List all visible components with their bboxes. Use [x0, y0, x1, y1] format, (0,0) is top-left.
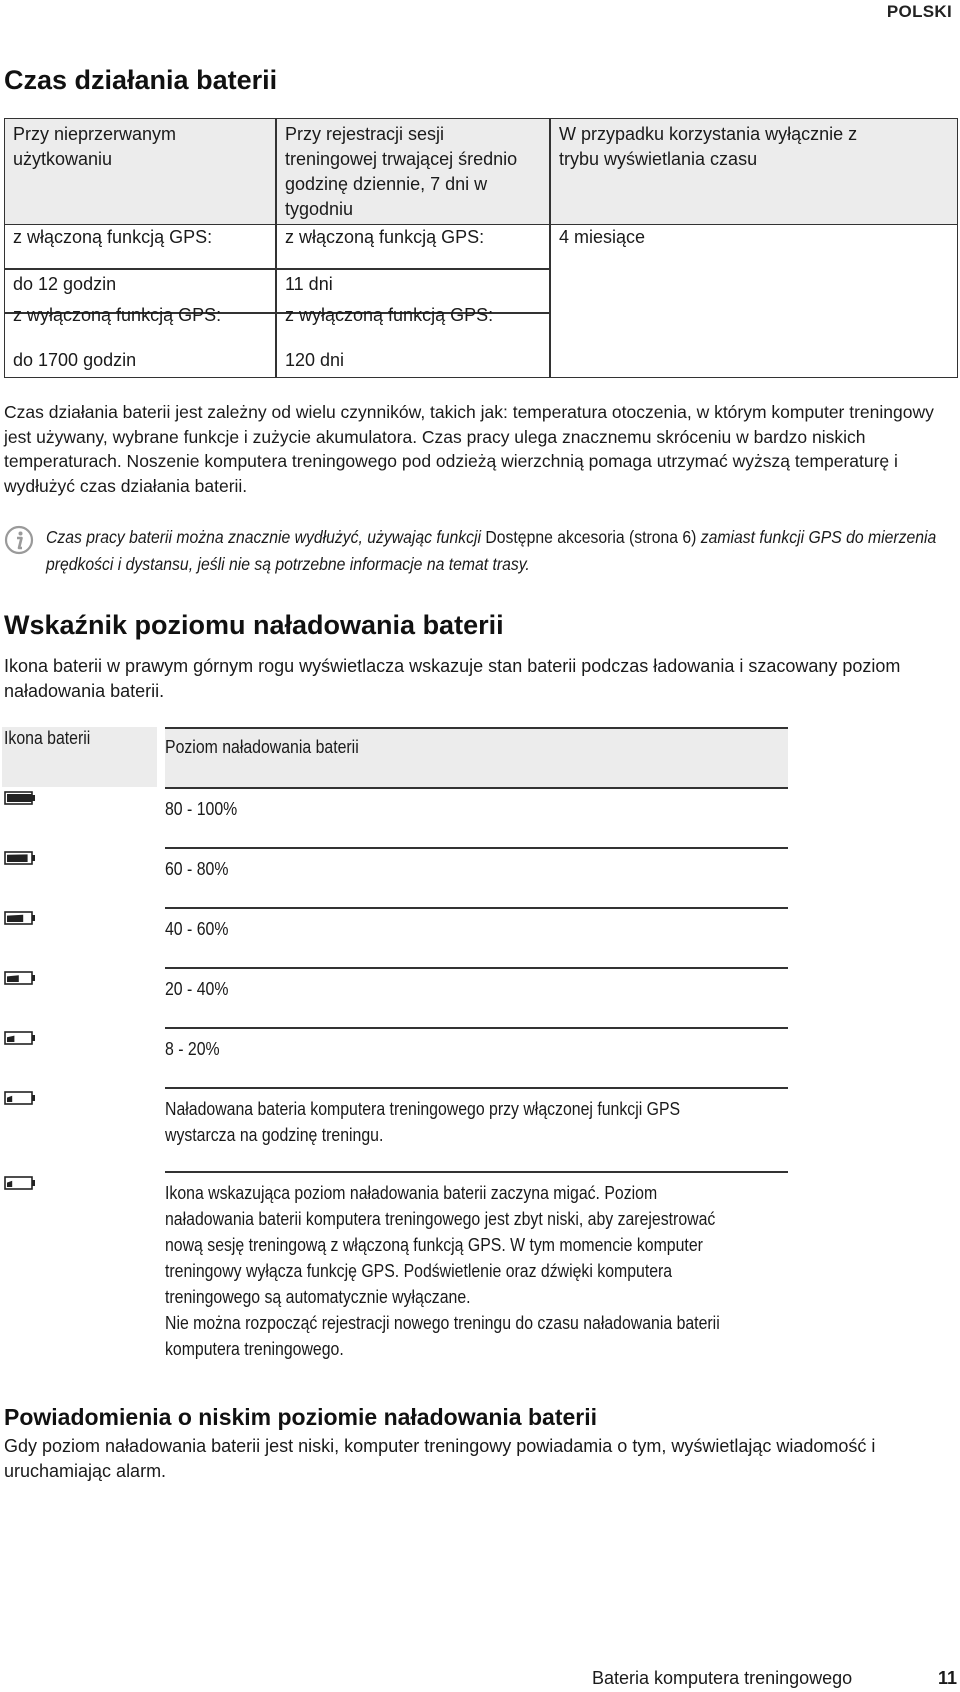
battery-tip [32, 975, 35, 981]
note-link-accessories[interactable]: Dostępne akcesoria (strona 6) [485, 527, 697, 547]
row-divider [5, 268, 549, 270]
battery-level-text: 60 - 80% [165, 859, 229, 879]
battery-table-top-rule [165, 727, 788, 729]
note-text-part1: Czas pracy baterii można znacznie wydłużyć, używając funkcji [46, 527, 486, 547]
footer-section-title: Bateria komputera treningowego [592, 1668, 853, 1688]
battery-tip [32, 1035, 35, 1041]
language-label: POLSKI [886, 2, 952, 21]
column-divider [275, 119, 277, 377]
section-title-battery-runtime: Czas działania baterii [4, 65, 278, 95]
battery-tip [32, 795, 35, 801]
battery-tip [32, 1095, 35, 1101]
battery-fill [7, 1096, 12, 1102]
runtime-col1-header: Przy nieprzerwanym użytkowaniu [13, 124, 177, 169]
col2-gps-off-label: z wyłączoną funkcją GPS: [285, 305, 494, 325]
battery-fill [7, 794, 32, 802]
battery-level-icon [4, 791, 36, 805]
battery-tip [32, 1180, 35, 1186]
battery-level-icon [4, 1176, 36, 1190]
battery-level-icon [4, 911, 36, 925]
runtime-col2-header: Przy rejestracji sesji treningowej trwającej średnio godzinę dziennie, 7 dni w tygodniu [285, 124, 518, 219]
battery-table-row-rule [165, 1171, 788, 1173]
low-battery-paragraph: Gdy poziom naładowania baterii jest niski, komputer treningowy powiadamia o tym, wyświetlając wiadomość i uruchamiając alarm. [4, 1436, 876, 1481]
battery-level-text: Ikona wskazująca poziom naładowania baterii zaczyna migać. Poziom naładowania baterii komputera treningowego jest zbyt niski, aby zarejestrować nową sesję treningową z włączoną funkcją GPS. W tym momencie komputer treningowy wyłącza funkcję GPS. Podświetlenie oraz dźwięki komputera treningowego są automatycznie wyłączane. Nie można rozpocząć rejestracji nowego treningu do czasu naładowania baterii komputera treningowego. [165, 1183, 720, 1359]
battery-fill [7, 1036, 14, 1042]
battery-tip [32, 915, 35, 921]
col2-gps-on-label: z włączoną funkcją GPS: [285, 227, 485, 247]
battery-fill [7, 854, 28, 862]
battery-table-row-rule [165, 847, 788, 849]
col1-gps-on-value: do 12 godzin [13, 274, 117, 294]
battery-fill [7, 915, 23, 922]
runtime-paragraph: Czas działania baterii jest zależny od wielu czynników, takich jak: temperatura otoczenia, w którym komputer treningowy jest używany, wybrane funkcje i zużycie akumulatora. Czas pracy ulega znacznemu skróceniu w bardzo niskich temperaturach. Noszenie komputera treningowego pod odzieżą wierzchnią pomaga utrzymać wyższą temperaturę i wydłużyć czas działania baterii. [4, 402, 934, 496]
battery-level-text: Naładowana bateria komputera treningowego przy włączonej funkcji GPS wystarcza na godzinę treningu. [165, 1099, 681, 1145]
battery-level-text: 8 - 20% [165, 1039, 220, 1059]
battery-table-row-rule [165, 967, 788, 969]
battery-table-row-rule [165, 1087, 788, 1089]
col1-gps-on-label: z włączoną funkcją GPS: [13, 227, 213, 247]
battery-level-column-header: Poziom naładowania baterii [165, 737, 359, 757]
column-divider [549, 119, 551, 377]
battery-level-text: 20 - 40% [165, 979, 229, 999]
battery-table-row-rule [165, 1027, 788, 1029]
col1-gps-off-label: z wyłączoną funkcją GPS: [13, 305, 222, 325]
col3-value: 4 miesiące [559, 227, 646, 247]
col1-gps-off-value: do 1700 godzin [13, 350, 137, 370]
col2-gps-on-value: 11 dni [285, 274, 333, 294]
battery-level-icon [4, 1091, 36, 1105]
battery-level-text: 40 - 60% [165, 919, 229, 939]
battery-table-row-rule [165, 907, 788, 909]
indicator-paragraph: Ikona baterii w prawym górnym rogu wyświetlacza wskazuje stan baterii podczas ładowania i szacowany poziom naładowania baterii. [4, 656, 901, 701]
note-text-part2: zamiast funkcji GPS do mierzenia prędkości i dystansu, jeśli nie są potrzebne informacje na temat trasy. [46, 527, 937, 574]
battery-fill [7, 975, 19, 982]
footer-page-number: 11 [938, 1668, 958, 1688]
info-note [46, 524, 946, 578]
battery-level-icon [4, 971, 36, 985]
battery-level-text: 80 - 100% [165, 799, 238, 819]
info-note-icon [4, 525, 34, 555]
col2-gps-off-value: 120 dni [285, 350, 345, 370]
battery-level-icon [4, 851, 36, 865]
battery-tip [32, 855, 35, 861]
runtime-col3-header: W przypadku korzystania wyłącznie z trybu wyświetlania czasu [559, 124, 858, 169]
battery-level-icon [4, 1031, 36, 1045]
section-title-low-battery: Powiadomienia o niskim poziomie naładowania baterii [4, 1404, 598, 1430]
section-title-battery-indicator: Wskaźnik poziomu naładowania baterii [4, 610, 504, 640]
battery-icon-column-header: Ikona baterii [4, 728, 91, 748]
battery-fill [7, 1181, 12, 1187]
runtime-table [4, 118, 958, 378]
battery-table-row-rule [165, 787, 788, 789]
